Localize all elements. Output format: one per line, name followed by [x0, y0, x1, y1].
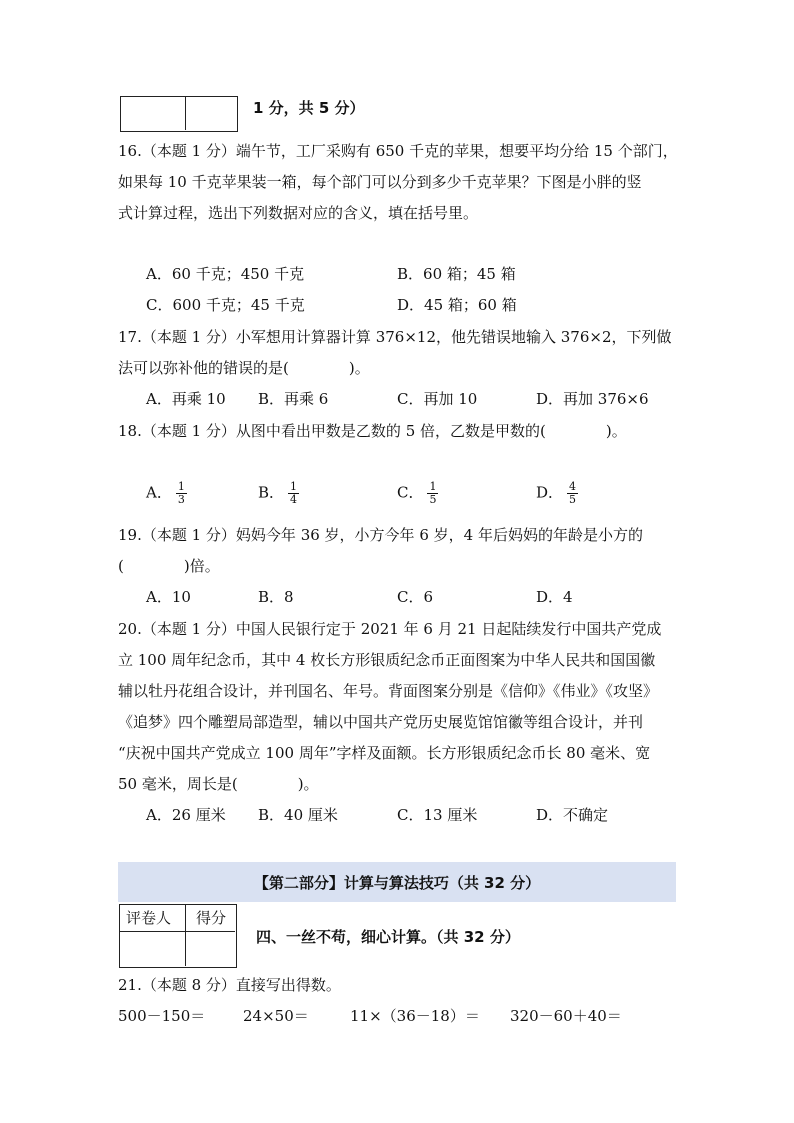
fraction-denominator: 4 [290, 493, 298, 506]
question-17-line-1: 17.（本题 1 分）小军想用计算器计算 376×12，他先错误地输入 376×2，下列做 [118, 328, 672, 346]
question-18-line-1: 18.（本题 1 分）从图中看出甲数是乙数的 5 倍，乙数是甲数的( )。 [118, 422, 627, 440]
fraction [427, 481, 438, 506]
calc-item-3: 11×（36－18）＝ [350, 1007, 480, 1025]
question-16-line-1: 16.（本题 1 分）端午节，工厂采购有 650 千克的苹果，想要平均分给 15 个部门， [118, 142, 678, 160]
score-table [119, 904, 237, 968]
option-18-a-letter: A． [146, 483, 172, 502]
calc-item-1: 500－150＝ [118, 1007, 206, 1025]
calc-item-2: 24×50＝ [243, 1007, 309, 1025]
question-20-line-3: 辅以牡丹花组合设计，并刊国名、年号。背面图案分别是《信仰》《伟业》《攻坚》 [118, 682, 659, 700]
option-19-d: D．4 [536, 588, 573, 606]
question-16-line-3: 式计算过程，选出下列数据对应的含义，填在括号里。 [118, 204, 479, 222]
fraction-denominator: 5 [429, 493, 437, 506]
fraction [176, 481, 187, 506]
fraction-denominator: 5 [569, 493, 577, 506]
question-20-line-5: “庆祝中国共产党成立 100 周年”字样及面额。长方形银质纪念币长 80 毫米、宽 [118, 744, 651, 762]
option-16-a: A．60 千克；450 千克 [146, 265, 305, 283]
option-20-d: D．不确定 [536, 806, 609, 824]
option-16-d: D．45 箱；60 箱 [397, 296, 517, 314]
calc-item-4: 320－60＋40＝ [510, 1007, 622, 1025]
option-20-a: A．26 厘米 [146, 806, 226, 824]
question-19-line-1: 19.（本题 1 分）妈妈今年 36 岁，小方今年 6 岁，4 年后妈妈的年龄是小方的 [118, 526, 643, 544]
option-19-b: B．8 [258, 588, 294, 606]
fraction-numerator: 4 [569, 480, 577, 493]
question-19-line-2: ( )倍。 [118, 557, 220, 575]
question-21-line-1: 21.（本题 8 分）直接写出得数。 [118, 976, 341, 994]
option-17-d: D．再加 376×6 [536, 390, 649, 408]
option-20-c: C．13 厘米 [397, 806, 478, 824]
option-17-a: A．再乘 10 [146, 390, 226, 408]
option-16-c: C．600 千克；45 千克 [146, 296, 305, 314]
score-table-row-divider [120, 931, 235, 932]
option-18-d-letter: D． [536, 483, 564, 502]
grader-label: 评卷人 [126, 909, 172, 927]
question-20-line-1: 20.（本题 1 分）中国人民银行定于 2021 年 6 月 21 日起陆续发行中国共产党成 [118, 620, 662, 638]
fraction-numerator: 1 [429, 480, 437, 493]
option-16-b: B．60 箱；45 箱 [397, 265, 516, 283]
option-19-a: A．10 [146, 588, 191, 606]
option-18-c [397, 481, 438, 506]
score-label: 得分 [196, 909, 227, 927]
fraction [567, 481, 578, 506]
option-18-a [146, 481, 187, 506]
question-17-line-2: 法可以弥补他的错误的是( )。 [118, 359, 370, 377]
question-20-line-2: 立 100 周年纪念币，其中 4 枚长方形银质纪念币正面图案为中华人民共和国国徽 [118, 651, 656, 669]
option-17-c: C．再加 10 [397, 390, 478, 408]
option-18-c-letter: C． [397, 483, 424, 502]
fraction-numerator: 1 [290, 480, 298, 493]
section-four-title: 四、一丝不苟，细心计算。（共 32 分） [256, 928, 520, 946]
option-18-d [536, 481, 578, 506]
part-two-title: 【第二部分】计算与算法技巧（共 32 分） [253, 874, 541, 892]
option-18-b [258, 481, 299, 506]
question-16-line-2: 如果每 10 千克苹果装一箱，每个部门可以分到多少千克苹果？下图是小胖的竖 [118, 173, 642, 191]
option-18-b-letter: B． [258, 483, 285, 502]
score-box-top [120, 96, 238, 132]
question-20-line-6: 50 毫米，周长是( )。 [118, 775, 319, 793]
part-two-banner [118, 862, 676, 902]
option-17-b: B．再乘 6 [258, 390, 329, 408]
section-score-note: 1 分，共 5 分） [253, 99, 365, 117]
fraction-numerator: 1 [177, 480, 185, 493]
fraction-denominator: 3 [177, 493, 185, 506]
option-19-c: C．6 [397, 588, 434, 606]
fraction [288, 481, 299, 506]
option-20-b: B．40 厘米 [258, 806, 338, 824]
question-20-line-4: 《追梦》四个雕塑局部造型，辅以中国共产党历史展览馆馆徽等组合设计，并刊 [118, 713, 644, 731]
score-box-divider [121, 97, 186, 130]
